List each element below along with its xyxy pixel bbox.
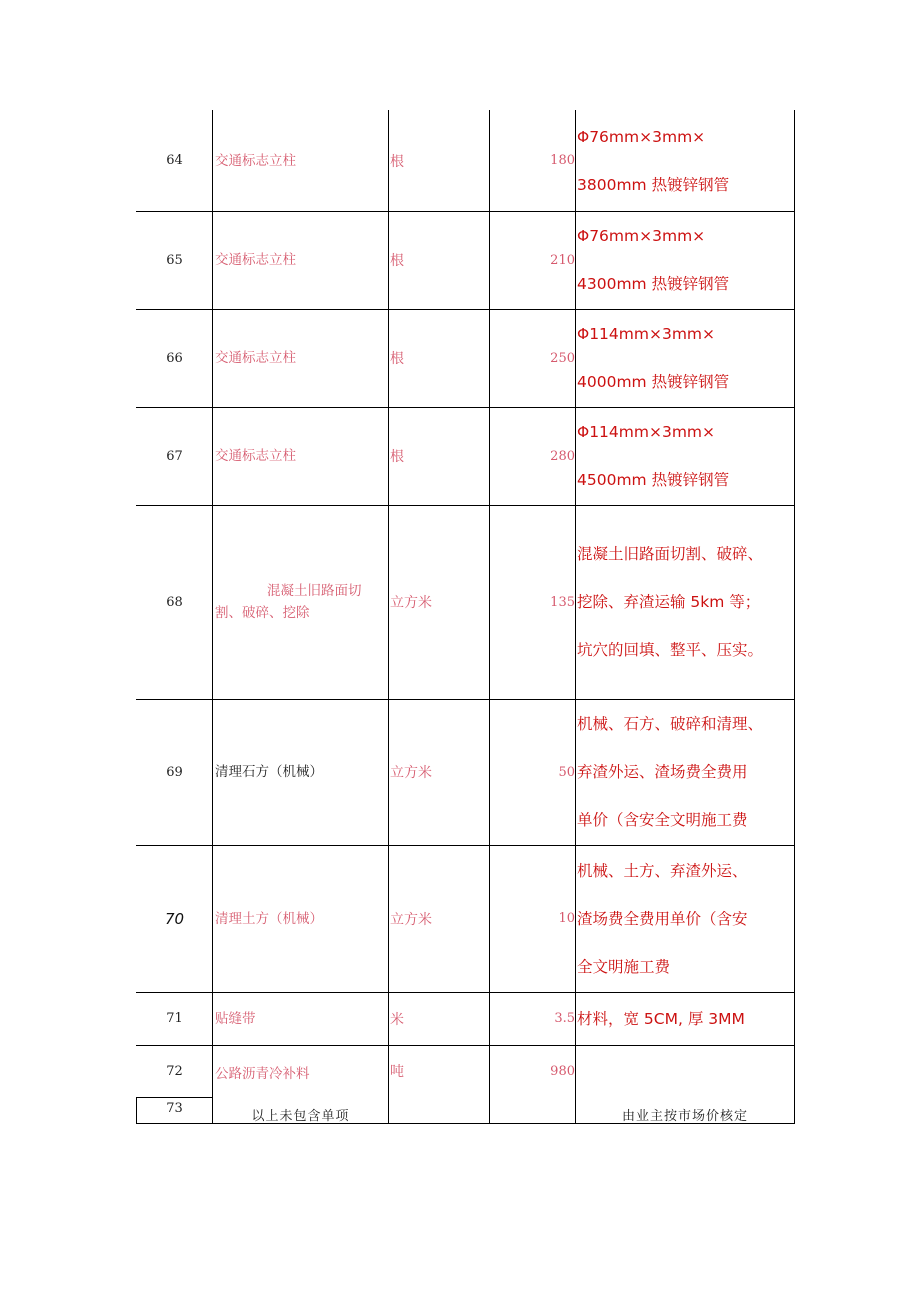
row-65-desc-line: Φ76mm×3mm× [577, 227, 706, 245]
row-67-number: 67 [166, 448, 183, 464]
row-71-desc-line: 材料，宽 5CM, 厚 3MM [577, 1009, 745, 1028]
row-67-name: 交通标志立柱 [215, 448, 296, 464]
row-73-number: 73 [166, 1100, 183, 1116]
row-68-desc-line: 混凝土旧路面切割、破碎、 [577, 545, 764, 563]
row-69-name: 清理石方（机械） [215, 764, 323, 780]
row-68-name-line: 割、破碎、挖除 [215, 605, 310, 621]
column-divider [212, 110, 213, 1124]
row-70-desc-line: 机械、土方、弃渣外运、 [577, 861, 748, 880]
row-divider [136, 211, 795, 212]
row-69-desc-line: 单价（含安全文明施工费 [577, 811, 748, 829]
row-70-name: 清理土方（机械） [215, 910, 323, 927]
row-64-unit: 根 [390, 153, 404, 170]
row-68-description [575, 505, 795, 699]
row-66-unit: 根 [390, 351, 404, 367]
row-64-desc-line: 3800mm 热镀锌钢管 [577, 175, 730, 194]
row-67-desc-line: Φ114mm×3mm× [577, 423, 716, 441]
row-65-quantity: 210 [550, 252, 575, 268]
row-69-unit: 立方米 [390, 765, 432, 781]
row-69-number: 69 [166, 764, 183, 780]
row-67-desc-line: 4500mm 热镀锌钢管 [577, 471, 730, 489]
row-68-name [213, 505, 388, 699]
row-65-description [575, 211, 795, 309]
row-64-desc-line: Φ76mm×3mm× [577, 127, 706, 146]
row-66-number: 66 [166, 350, 183, 366]
row-65-unit: 根 [390, 253, 404, 269]
row-67-unit: 根 [390, 449, 404, 465]
row-65-name: 交通标志立柱 [215, 252, 296, 268]
row-divider [136, 1097, 213, 1098]
row-68-unit: 立方米 [390, 595, 432, 611]
row-68-quantity: 135 [550, 594, 575, 610]
row-72-name: 公路沥青冷补料 [215, 1066, 310, 1082]
row-72-quantity: 980 [550, 1063, 575, 1079]
row-70-number: 70 [164, 909, 185, 928]
row-73-description: 由业主按市场价核定 [621, 1108, 748, 1124]
row-70-quantity: 10 [558, 911, 575, 926]
row-73-name: 以上未包含单项 [251, 1108, 350, 1124]
row-69-description [575, 699, 795, 845]
table-border-right [794, 110, 795, 1124]
row-71-name: 贴缝带 [215, 1010, 256, 1027]
row-71-unit: 米 [390, 1011, 404, 1028]
row-66-quantity: 250 [550, 350, 575, 366]
column-divider [575, 110, 576, 1124]
row-67-quantity: 280 [550, 448, 575, 464]
row-68-number: 68 [166, 594, 183, 610]
row-64-description [575, 110, 795, 211]
row-66-name: 交通标志立柱 [215, 350, 296, 366]
row-divider [136, 505, 795, 506]
row-66-description [575, 309, 795, 407]
row-69-quantity: 50 [558, 764, 575, 780]
row-70-unit: 立方米 [390, 911, 432, 928]
row-divider [136, 992, 795, 993]
row-64-name: 交通标志立柱 [215, 152, 296, 169]
row-divider [136, 1045, 795, 1046]
row-69-desc-line: 机械、石方、破碎和清理、 [577, 715, 764, 733]
row-68-desc-line: 坑穴的回填、整平、压实。 [577, 641, 764, 659]
row-66-desc-line: Φ114mm×3mm× [577, 325, 716, 343]
row-71-description [575, 992, 795, 1045]
row-69-desc-line: 弃渣外运、渣场费全费用 [577, 763, 748, 781]
row-64-quantity: 180 [550, 153, 575, 168]
row-65-desc-line: 4300mm 热镀锌钢管 [577, 275, 730, 293]
table-border-bottom [136, 1123, 795, 1124]
table-border-left [136, 1097, 137, 1124]
row-68-name-line: 混凝土旧路面切 [267, 583, 362, 599]
row-divider [136, 309, 795, 310]
row-72-unit: 吨 [390, 1064, 404, 1080]
column-divider [388, 110, 389, 1124]
row-divider [136, 407, 795, 408]
row-71-number: 71 [166, 1011, 183, 1026]
row-71-quantity: 3.5 [554, 1011, 575, 1026]
row-divider [136, 699, 795, 700]
column-divider [489, 110, 490, 1124]
row-70-description [575, 845, 795, 992]
row-70-desc-line: 渣场费全费用单价（含安 [577, 909, 748, 928]
row-66-desc-line: 4000mm 热镀锌钢管 [577, 373, 730, 391]
row-68-desc-line: 挖除、弃渣运输 5km 等； [577, 593, 761, 611]
row-70-desc-line: 全文明施工费 [577, 957, 671, 976]
row-divider [136, 845, 795, 846]
row-65-number: 65 [166, 252, 183, 268]
row-64-number: 64 [166, 153, 183, 168]
row-72-number: 72 [166, 1063, 183, 1079]
row-67-description [575, 407, 795, 505]
